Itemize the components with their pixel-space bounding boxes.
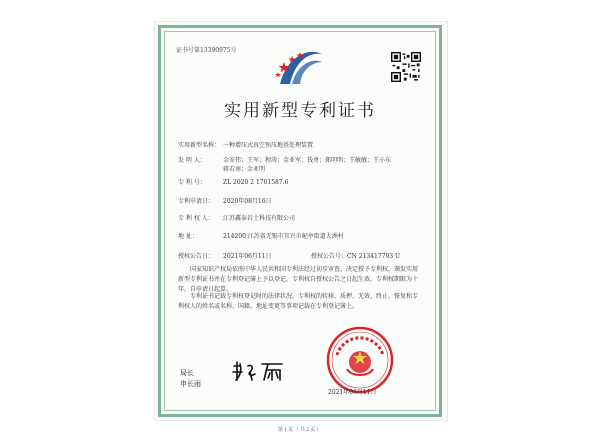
signature-icon bbox=[230, 360, 290, 384]
field-extra-value: CN 213417793 U bbox=[347, 253, 401, 260]
seal-date: 2021年06月11日 bbox=[328, 389, 377, 396]
field-address bbox=[178, 231, 344, 240]
field-value: 214200 江苏省无锡市宜兴市屺亭街道大洲村 bbox=[223, 233, 344, 240]
field-patent-number bbox=[178, 177, 288, 186]
field-extra-label: 授权公告号： bbox=[311, 253, 348, 260]
field-value: ZL 2020 2 1701587.6 bbox=[223, 179, 289, 186]
field-value: 江苏鑫泰岩土科技有限公司 bbox=[223, 215, 296, 222]
field-utility-model-name bbox=[178, 140, 313, 149]
legal-paragraph-1: 国家知识产权局依照中华人民共和国专利法经过初步审查，决定授予专利权，颁发实用新型专利证书并在专利登记簿上予以登记。专利权自授权公告之日起生效。专利权期限为十年，自申请日起算。 bbox=[178, 266, 419, 293]
field-inventors bbox=[178, 155, 391, 164]
field-label: 专 利 权 人： bbox=[178, 215, 214, 222]
field-inventors-continued bbox=[178, 164, 265, 173]
field-label: 专 利 号： bbox=[178, 179, 206, 186]
field-label: 地 址： bbox=[178, 233, 198, 240]
qr-code-icon bbox=[391, 52, 421, 82]
field-label: 实用新型名称： bbox=[178, 142, 221, 149]
field-patentee bbox=[178, 213, 295, 222]
field-value: 金安伟；王军；程涛；金亚军；钱勇；郑明明；王敏敏；王小东 bbox=[223, 157, 392, 164]
certificate-title: 实用新型专利证书 bbox=[224, 101, 376, 121]
field-value: 2021年06月11日 bbox=[223, 253, 272, 260]
field-grant-date bbox=[178, 251, 400, 260]
legal-paragraph-2: 专利证书记载专利权登记时的法律状况。专利权的转移、质押、无效、终止、恢复和专利权人的姓名或名称、国籍、地址变更等事项记载在专利登记簿上。 bbox=[178, 293, 419, 310]
field-label: 专利申请日： bbox=[178, 198, 215, 205]
field-label: 授权公告日： bbox=[178, 253, 215, 260]
certificate-number: 证书号第13390975号 bbox=[176, 47, 237, 54]
official-seal-icon bbox=[325, 325, 395, 395]
field-value: 蒋若南；金亚明 bbox=[223, 166, 266, 173]
page-footer: 第1页（共2页） bbox=[277, 427, 323, 433]
field-value: 2020年08月16日 bbox=[223, 198, 272, 205]
field-label: 发 明 人： bbox=[178, 157, 206, 164]
field-application-date bbox=[178, 196, 272, 205]
field-value: 一种增压式真空预压地基处理装置 bbox=[223, 142, 314, 149]
chief-name: 申长雨 bbox=[180, 380, 201, 388]
patent-office-logo-icon bbox=[270, 44, 328, 90]
chief-title: 局长 bbox=[180, 369, 194, 377]
